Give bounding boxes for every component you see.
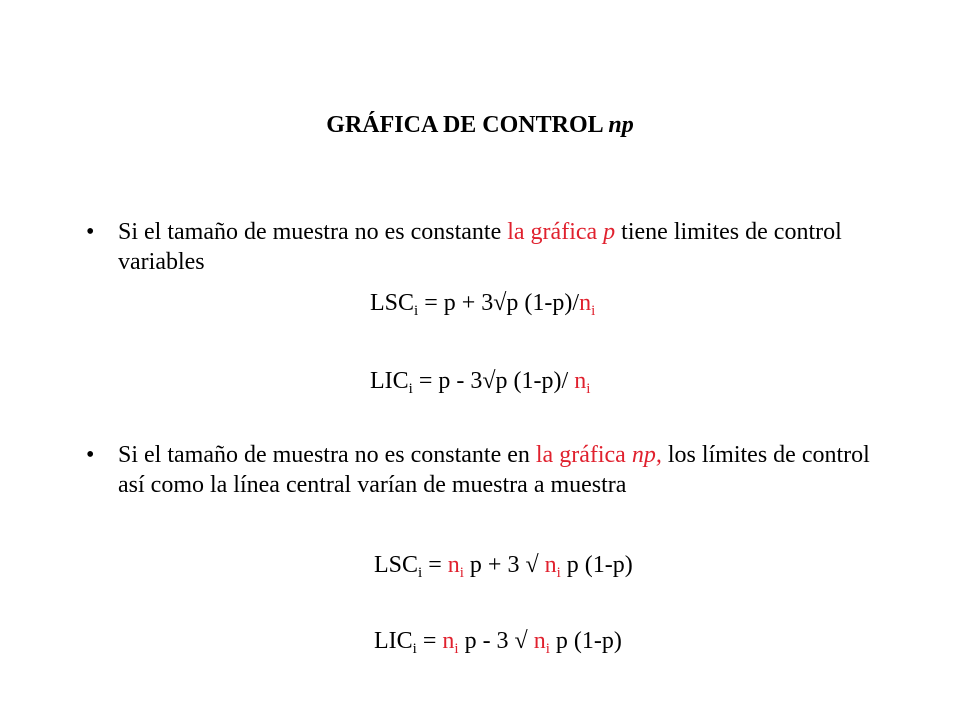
bullet-text-red: la gráfica: [507, 219, 604, 245]
formula-lsc-p: [370, 288, 595, 318]
formula-tail: p (1-p): [560, 552, 633, 578]
bullet-text: [118, 440, 878, 500]
formula-eq: =: [416, 628, 443, 654]
formula-n1-subscript: i: [459, 565, 464, 581]
formula-mid: p - 3 √: [458, 628, 534, 654]
bullet-text: [118, 217, 878, 277]
formula-lhs-subscript: i: [418, 565, 423, 581]
title-main: GRÁFICA DE CONTROL: [326, 112, 609, 138]
title-italic: np: [608, 112, 634, 138]
formula-n: n: [579, 290, 592, 316]
formula-n2-subscript: i: [556, 565, 561, 581]
formula-body: = p - 3√p (1-p)/: [412, 368, 575, 394]
formula-lhs-subscript: i: [412, 641, 417, 657]
formula-lic-p: [370, 366, 590, 396]
formula-n: n: [574, 368, 587, 394]
page-title: [0, 112, 960, 139]
formula-n2: n: [533, 628, 546, 654]
formula-mid: p + 3 √: [463, 552, 545, 578]
formula-lhs-subscript: i: [408, 381, 413, 397]
bullet-text-a: Si el tamaño de muestra no es constante en: [118, 442, 536, 468]
formula-body: = p + 3√p (1-p)/: [418, 290, 580, 316]
formula-lhs: LIC: [374, 628, 413, 654]
bullet-text-a: Si el tamaño de muestra no es constante: [118, 219, 508, 245]
formula-eq: =: [422, 552, 448, 578]
formula-n1-subscript: i: [454, 641, 459, 657]
formula-lhs: LIC: [370, 368, 409, 394]
formula-n1: n: [442, 628, 455, 654]
formula-n2: n: [544, 552, 557, 578]
formula-lhs: LSC: [374, 552, 419, 578]
bullet-text-red: la gráfica: [535, 442, 632, 468]
bullet-text-b: los límites de control así como la línea central varían de muestra a muestra: [118, 442, 870, 498]
formula-lsc-np: [374, 550, 633, 580]
bullet-text-red-italic: np,: [631, 442, 662, 468]
formula-lhs: LSC: [370, 290, 415, 316]
bullet-marker: •: [86, 219, 95, 245]
formula-n-subscript: i: [586, 381, 591, 397]
bullet-marker: •: [86, 442, 95, 468]
formula-n1: n: [447, 552, 460, 578]
formula-n-subscript: i: [591, 303, 596, 319]
bullet-text-b: tiene limites de control variables: [118, 219, 842, 275]
formula-tail: p (1-p): [549, 628, 622, 654]
formula-lic-np: [374, 626, 622, 656]
formula-lhs-subscript: i: [414, 303, 419, 319]
formula-n2-subscript: i: [545, 641, 550, 657]
bullet-text-red-italic: p: [603, 219, 616, 245]
bullet-item-np-chart: [86, 440, 870, 504]
bullet-item-variable-limits: [86, 217, 866, 281]
